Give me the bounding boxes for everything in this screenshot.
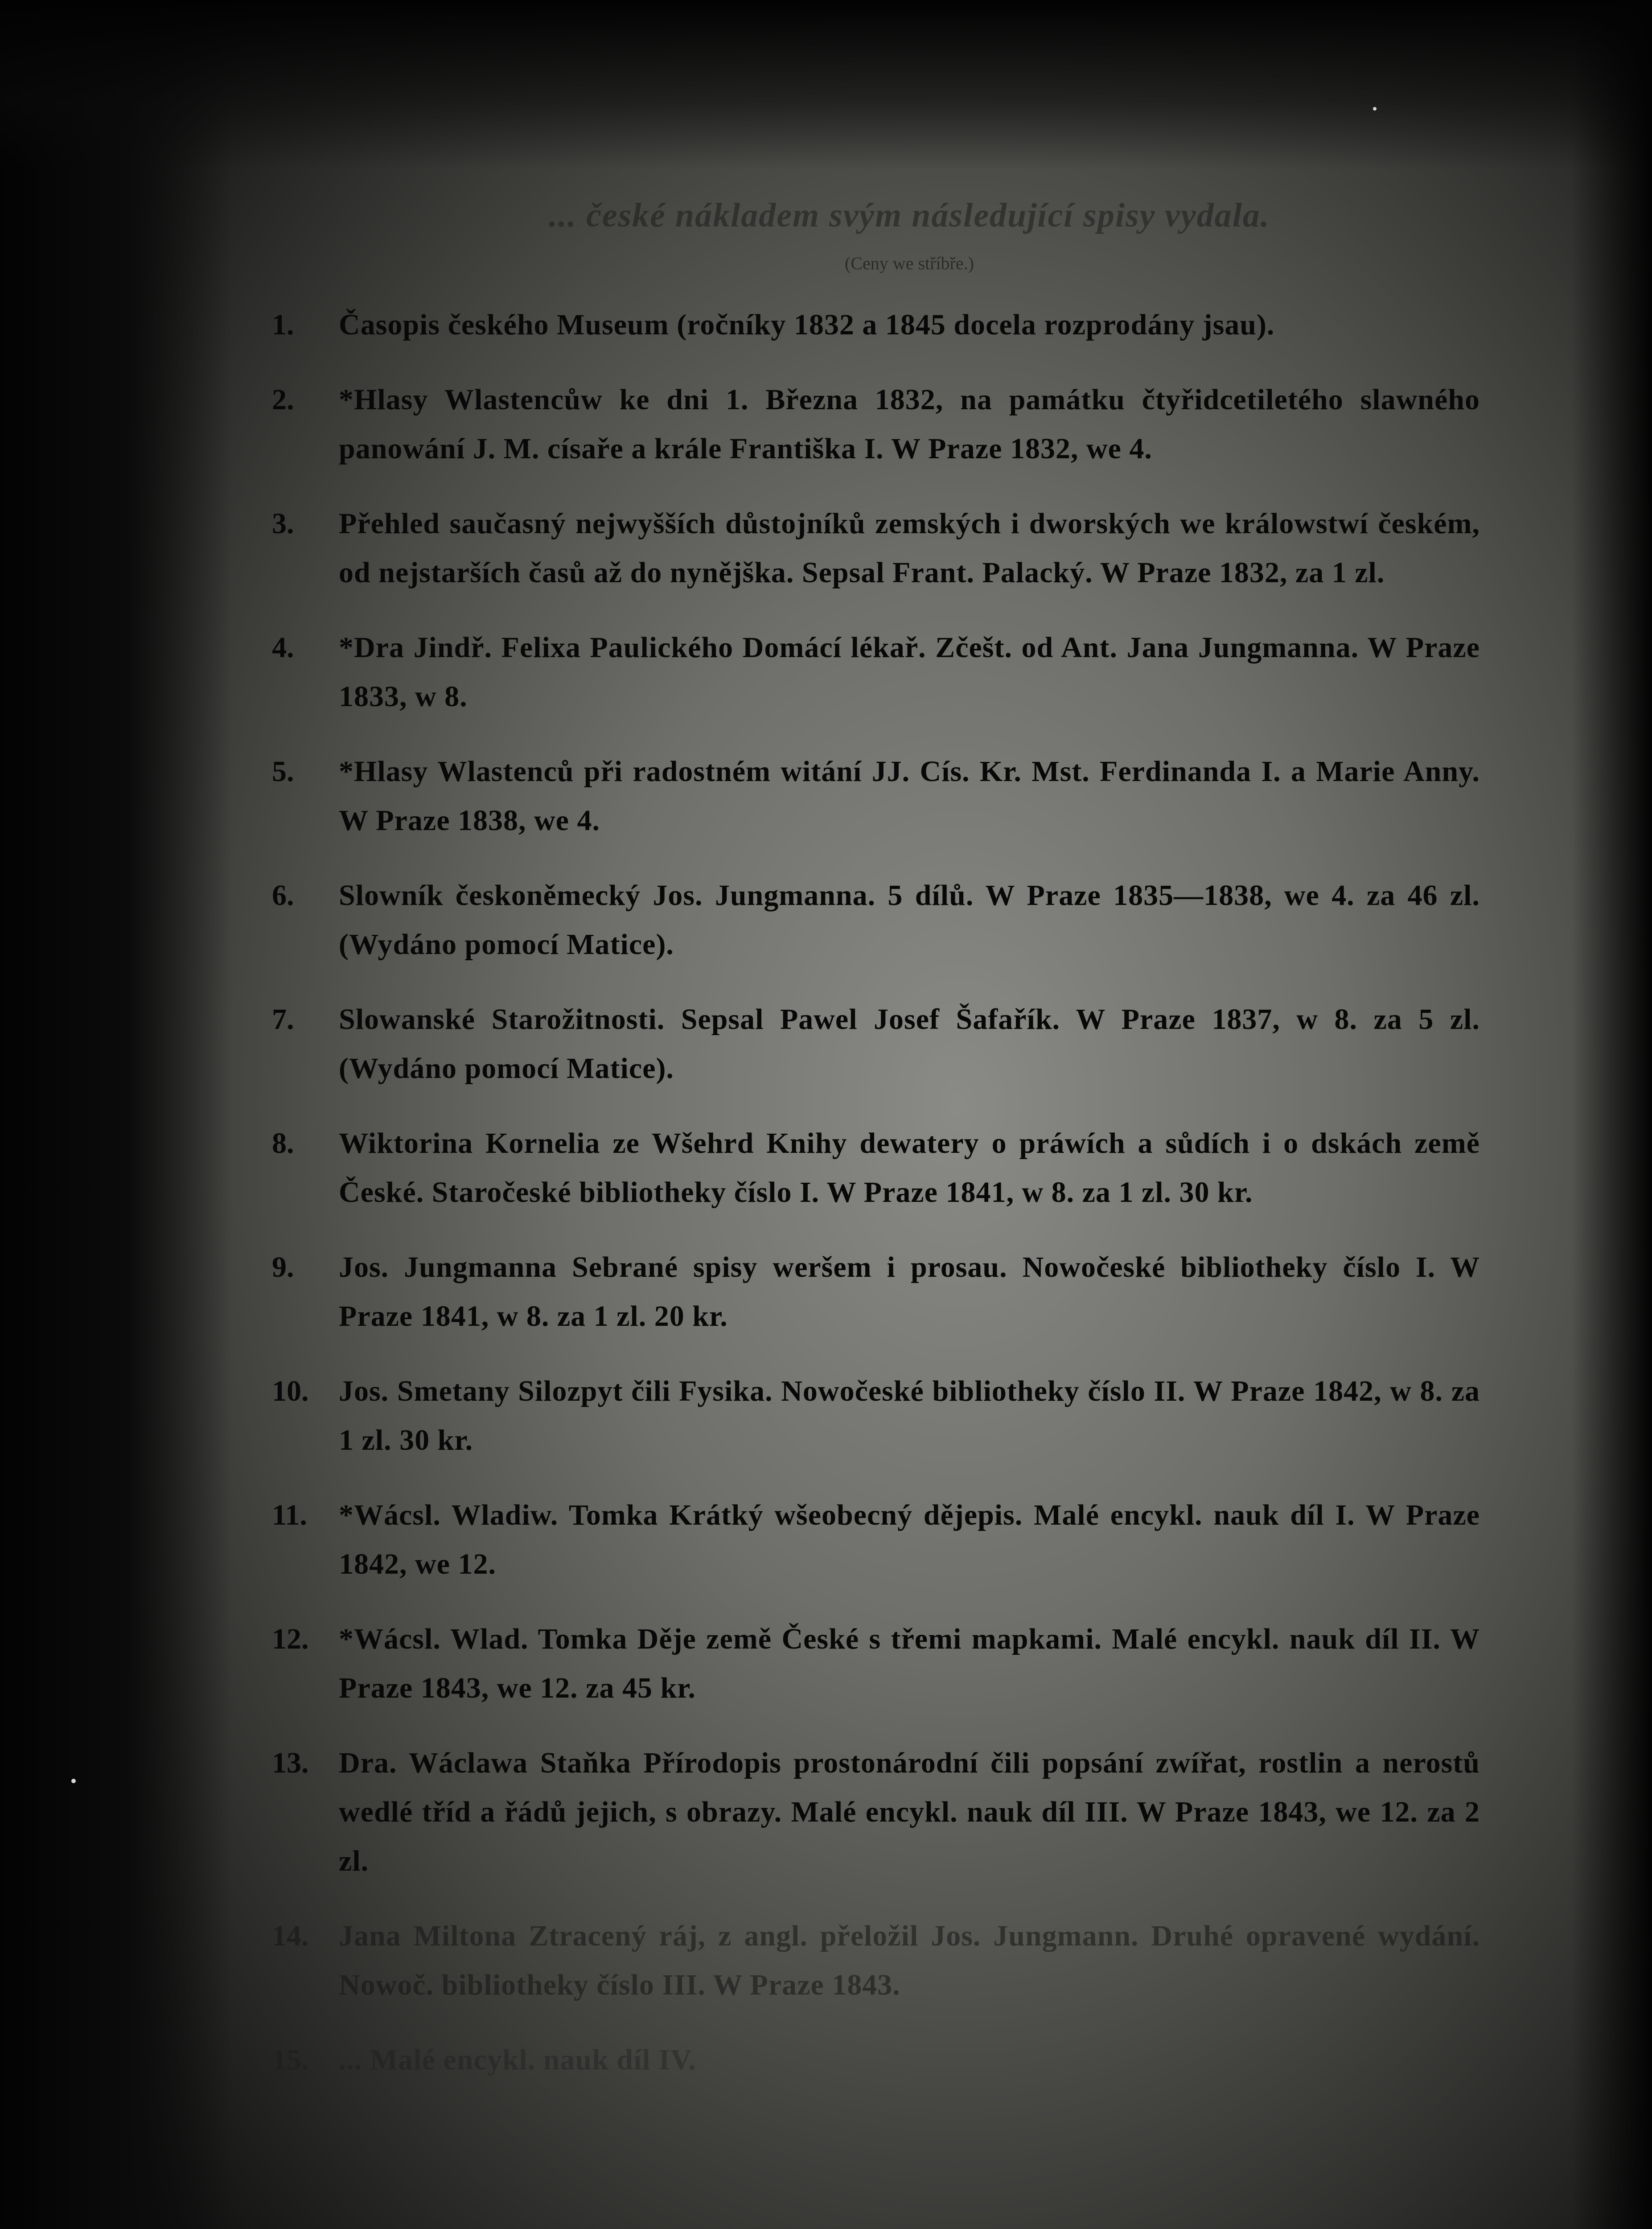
- list-item: [272, 1119, 1480, 1217]
- dust-speck: [1373, 107, 1377, 111]
- entry-number: 1.: [272, 308, 294, 341]
- entry-text: *Hlasy Wlastencůw ke dni 1. Března 1832, na památku čtyřidcetiletého slawného panowání J. M. císaře a krále Františka I. W Praze 1832, we 4.: [339, 383, 1480, 465]
- list-item: [272, 1739, 1480, 1886]
- list-item: [272, 499, 1480, 597]
- list-item: [272, 1912, 1480, 2010]
- entry-text: Přehled saučasný nejwyšších důstojníků zemských i dworských we králowstwí českém, od nejstarších časů až do nynějška. Sepsal Frant. Palacký. W Praze 1832, za 1 zl.: [339, 507, 1480, 589]
- scan-shadow-bottom: [0, 2225, 1652, 2229]
- entry-text: Slowanské Starožitnosti. Sepsal Pawel Josef Šafařík. W Praze 1837, w 8. za 5 zl. (Wydáno pomocí Matice).: [339, 1003, 1480, 1085]
- list-item: [272, 2036, 1480, 2085]
- entry-text: *Dra Jindř. Felixa Paulického Domácí lékař. Zčešt. od Ant. Jana Jungmanna. W Praze 1833, w 8.: [339, 631, 1480, 713]
- entry-number: 6.: [272, 879, 294, 912]
- list-item: [272, 623, 1480, 721]
- list-item: [272, 1491, 1480, 1589]
- list-item: [272, 1367, 1480, 1465]
- entry-text: *Wácsl. Wlad. Tomka Děje země České s třemi mapkami. Malé encykl. nauk díl II. W Praze 1843, we 12. za 45 kr.: [339, 1623, 1480, 1704]
- entry-number: 9.: [272, 1251, 294, 1283]
- page-heading: ... české nákladem svým následující spisy vydala.: [549, 197, 1270, 234]
- entry-text: Wiktorina Kornelia ze Wšehrd Knihy dewatery o práwích a sůdích i o dskách země České. Staročeské bibliotheky číslo I. W Praze 1841, w 8. za 1 zl. 30 kr.: [339, 1127, 1480, 1209]
- scan-shadow-top: [0, 0, 1652, 169]
- entry-number: 14.: [272, 1920, 309, 1952]
- entry-text: Dra. Wáclawa Staňka Přírodopis prostonárodní čili popsání zwířat, rostlin a nerostů wedlé tříd a řádů jejich, s obrazy. Malé encykl. nauk díl III. W Praze 1843, we 12. za 2 zl.: [339, 1747, 1480, 1877]
- entry-number: 8.: [272, 1127, 294, 1160]
- entry-number: 11.: [272, 1499, 307, 1531]
- list-item: [272, 995, 1480, 1093]
- list-item: [272, 1615, 1480, 1713]
- entry-number: 13.: [272, 1747, 309, 1779]
- entry-text: Jos. Jungmanna Sebrané spisy weršem i prosau. Nowočeské bibliotheky číslo I. W Praze 1841, w 8. za 1 zl. 20 kr.: [339, 1251, 1480, 1332]
- entry-text: Jos. Smetany Silozpyt čili Fysika. Nowočeské bibliotheky číslo II. W Praze 1842, w 8. za 1 zl. 30 kr.: [339, 1375, 1480, 1456]
- entry-number: 3.: [272, 507, 294, 540]
- entry-text: Časopis českého Museum (ročníky 1832 a 1845 docela rozprodány jsau).: [339, 308, 1275, 341]
- entry-number: 2.: [272, 383, 294, 416]
- entry-text: Jana Miltona Ztracený ráj, z angl. přeložil Jos. Jungmann. Druhé opravené wydání. Nowoč. bibliotheky číslo III. W Praze 1843.: [339, 1920, 1480, 2001]
- entry-text: *Wácsl. Wladiw. Tomka Krátký wšeobecný dějepis. Malé encykl. nauk díl I. W Praze 1842, we 12.: [339, 1499, 1480, 1580]
- entry-text: Slowník českoněmecký Jos. Jungmanna. 5 dílů. W Praze 1835—1838, we 4. za 46 zl. (Wydáno pomocí Matice).: [339, 879, 1480, 961]
- entry-text: *Hlasy Wlastenců při radostném witání JJ. Cís. Kr. Mst. Ferdinanda I. a Marie Anny. W Praze 1838, we 4.: [339, 755, 1480, 837]
- scan-shadow-right: [1572, 0, 1652, 2229]
- entry-number: 5.: [272, 755, 294, 788]
- entry-number: 10.: [272, 1375, 309, 1407]
- entry-number: 7.: [272, 1003, 294, 1036]
- list-item: [272, 1243, 1480, 1341]
- entry-number: 12.: [272, 1623, 309, 1655]
- list-item: [272, 300, 1480, 350]
- document-page: [272, 196, 1480, 2110]
- entry-text: ... Malé encykl. nauk díl IV.: [339, 2044, 696, 2076]
- dust-speck: [71, 1779, 76, 1783]
- scan-shadow-left: [0, 0, 232, 2229]
- list-item: [272, 871, 1480, 969]
- page-subheading: (Ceny we stříbře.): [845, 253, 974, 273]
- entry-number: 4.: [272, 631, 294, 664]
- list-item: [272, 375, 1480, 473]
- list-item: [272, 747, 1480, 845]
- entry-number: 15.: [272, 2044, 309, 2076]
